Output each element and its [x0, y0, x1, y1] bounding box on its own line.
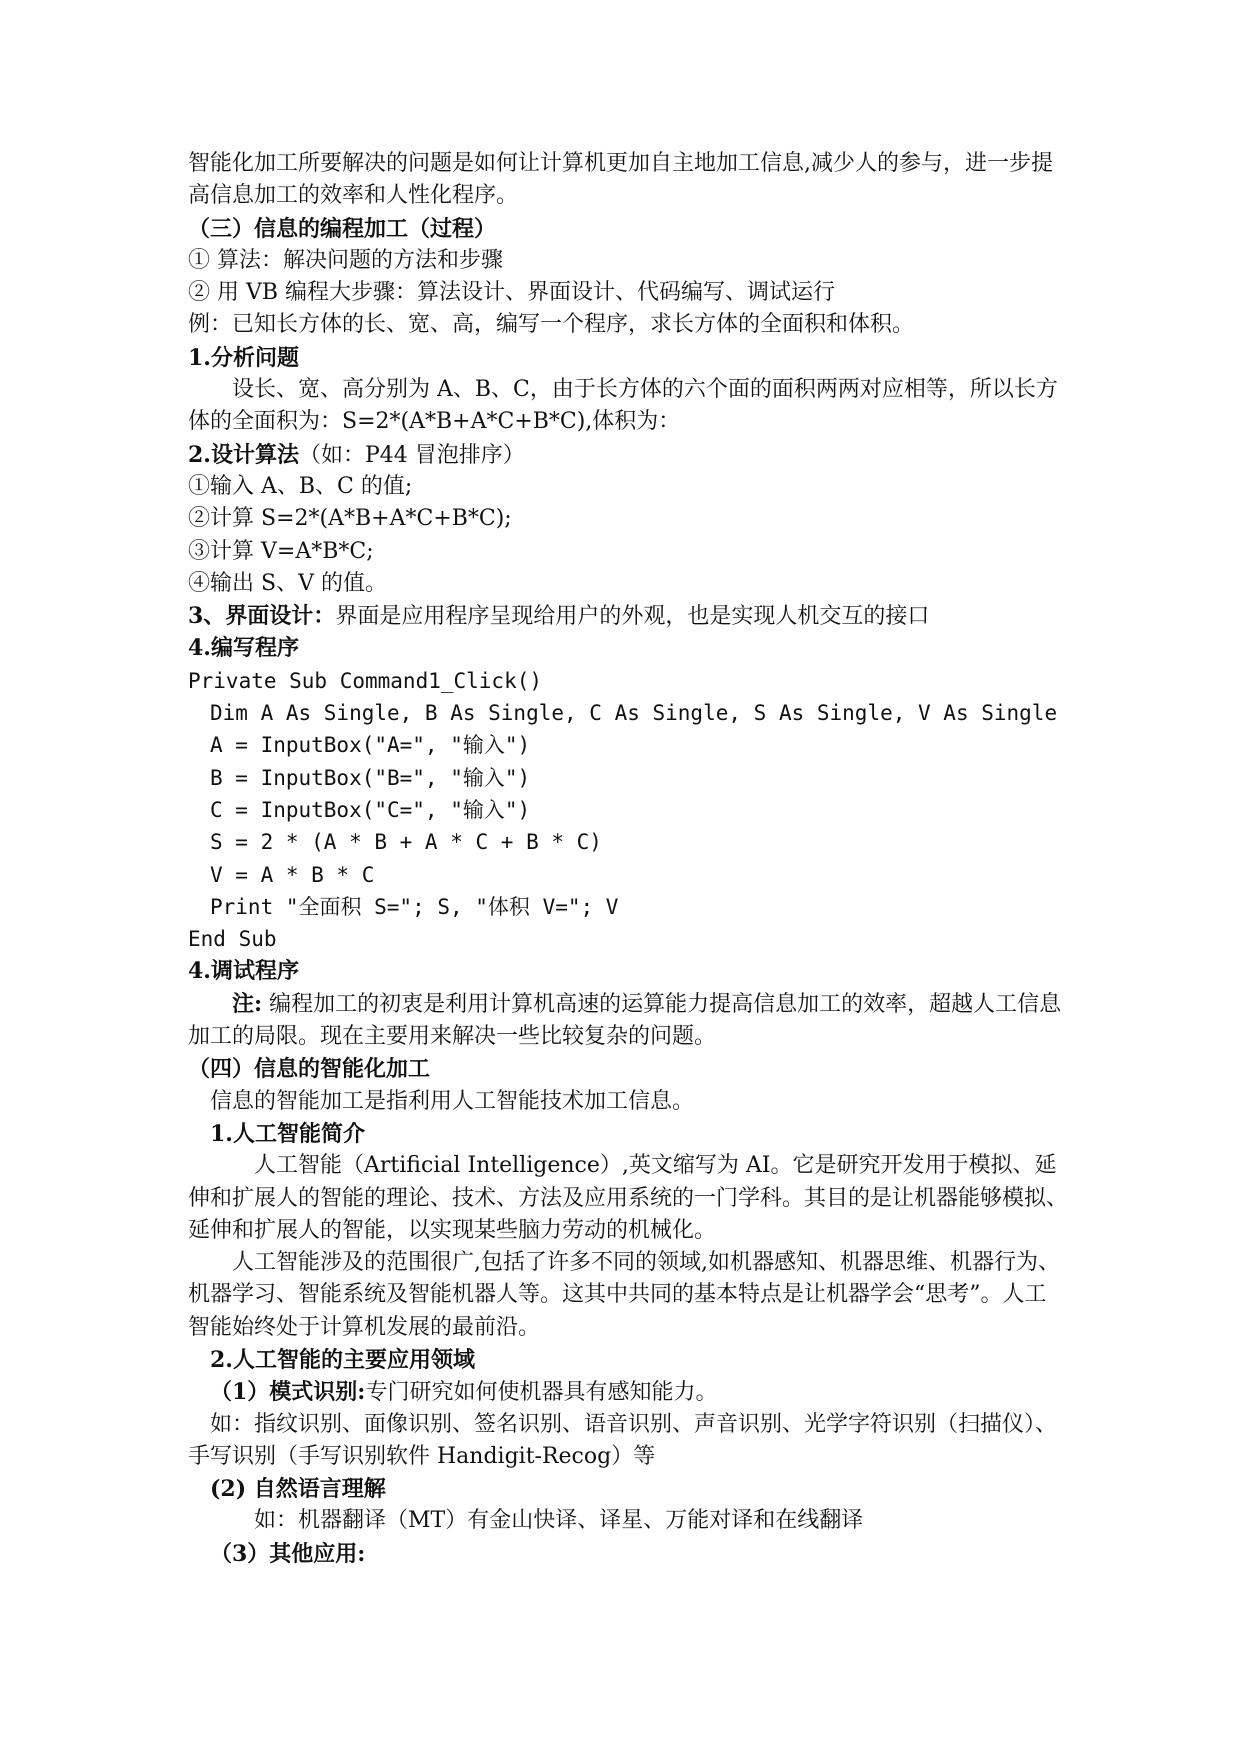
ui-design-label: 3、界面设计： — [188, 603, 336, 630]
code-line: Dim A As Single, B As Single, C As Single, S As Single, V As Single — [210, 701, 1058, 726]
heading-ai-applications: 2.人工智能的主要应用领域 — [210, 1346, 475, 1373]
vb-steps: ② 用 VB 编程大步骤：算法设计、界面设计、代码编写、调试运行 — [188, 280, 836, 306]
pattern-recognition-label: （1）模式识别: — [210, 1379, 366, 1406]
heading-analyze: 1.分析问题 — [188, 344, 299, 371]
ai-paragraph-2 — [188, 1247, 1068, 1344]
code-line: Print "全面积 S="; S, "体积 V="; V — [210, 894, 619, 919]
ai-definition: 信息的智能加工是指利用人工智能技术加工信息。 — [210, 1088, 695, 1114]
ai-paragraph-1-text: 人工智能（Artificial Intelligence）,英文缩写为 AI。它是研究开发用于模拟、延伸和扩展人的智能的理论、技术、方法及应用系统的一门学科。其目的是让机器能够模拟、延伸和扩展人的智能，以实现某些脑力劳动的机械化。 — [188, 1153, 1069, 1243]
code-line: Private Sub Command1_Click() — [188, 668, 543, 693]
ui-design-line — [188, 600, 1068, 632]
heading-debug: 4.调试程序 — [188, 958, 299, 985]
code-line: B = InputBox("B=", "输入") — [210, 765, 531, 790]
section-heading-programming: （三）信息的编程加工（过程） — [188, 215, 497, 242]
note-text: 编程加工的初衷是利用计算机高速的运算能力提高信息加工的效率，超越人工信息加工的局限。现在主要用来解决一些比较复杂的问题。 — [188, 991, 1062, 1050]
heading-nlp: (2) 自然语言理解 — [210, 1476, 386, 1503]
pattern-recognition-line — [188, 1376, 1068, 1408]
intro-paragraph: 智能化加工所要解决的问题是如何让计算机更加自主地加工信息,减少人的参与，进一步提高信息加工的效率和人性化程序。 — [188, 151, 1053, 209]
ai-paragraph-2-text: 人工智能涉及的范围很广,包括了许多不同的领域,如机器感知、机器思维、机器行为、机器学习、智能系统及智能机器人等。这其中共同的基本特点是让机器学会“思考”。人工智能始终处于计算机发展的最前沿。 — [188, 1250, 1060, 1340]
analyze-paragraph — [188, 374, 1068, 439]
pattern-examples-text: 如：指纹识别、面像识别、签名识别、语音识别、声音识别、光学字符识别（扫描仪）、手写识别（手写识别软件 Handigit-Recog）等 — [188, 1411, 1058, 1469]
ui-design-text: 界面是应用程序呈现给用户的外观，也是实现人机交互的接口 — [335, 604, 930, 630]
heading-design — [188, 439, 1068, 471]
example-problem: 例：已知长方体的长、宽、高，编写一个程序，求长方体的全面积和体积。 — [188, 312, 915, 338]
ai-paragraph-1 — [188, 1150, 1068, 1247]
heading-write-program: 4.编写程序 — [188, 635, 299, 662]
document-body — [188, 148, 1068, 1570]
algorithm-step: ②计算 S=2*(A*B+A*C+B*C); — [188, 506, 512, 532]
nlp-examples: 如：机器翻译（MT）有金山快译、译星、万能对译和在线翻译 — [254, 1508, 864, 1534]
algorithm-step: ④输出 S、V 的值。 — [188, 570, 387, 596]
analyze-text: 设长、宽、高分别为 A、B、C，由于长方体的六个面的面积两两对应相等，所以长方体的全面积为：S=2*(A*B+A*C+B*C),体积为： — [188, 377, 1058, 435]
code-line: V = A * B * C — [210, 862, 375, 887]
algorithm-step: ③计算 V=A*B*C; — [188, 538, 374, 564]
heading-design-label: 2.设计算法 — [188, 441, 299, 468]
section-heading-ai: （四）信息的智能化加工 — [188, 1056, 431, 1083]
note-paragraph — [188, 988, 1068, 1054]
note-label: 注: — [232, 990, 263, 1017]
heading-design-note: （如：P44 冒泡排序） — [298, 442, 525, 468]
heading-other-applications: （3）其他应用: — [210, 1540, 366, 1567]
code-line: C = InputBox("C=", "输入") — [210, 797, 531, 822]
code-line: End Sub — [188, 927, 277, 952]
algorithm-definition: ① 算法：解决问题的方法和步骤 — [188, 247, 503, 273]
pattern-recognition-text: 专门研究如何使机器具有感知能力。 — [365, 1380, 718, 1406]
pattern-examples-paragraph — [188, 1409, 1068, 1474]
heading-ai-intro: 1.人工智能简介 — [210, 1120, 365, 1147]
code-line: A = InputBox("A=", "输入") — [210, 733, 531, 758]
code-line: S = 2 * (A * B + A * C + B * C) — [210, 830, 602, 855]
algorithm-step: ①输入 A、B、C 的值; — [188, 473, 413, 499]
